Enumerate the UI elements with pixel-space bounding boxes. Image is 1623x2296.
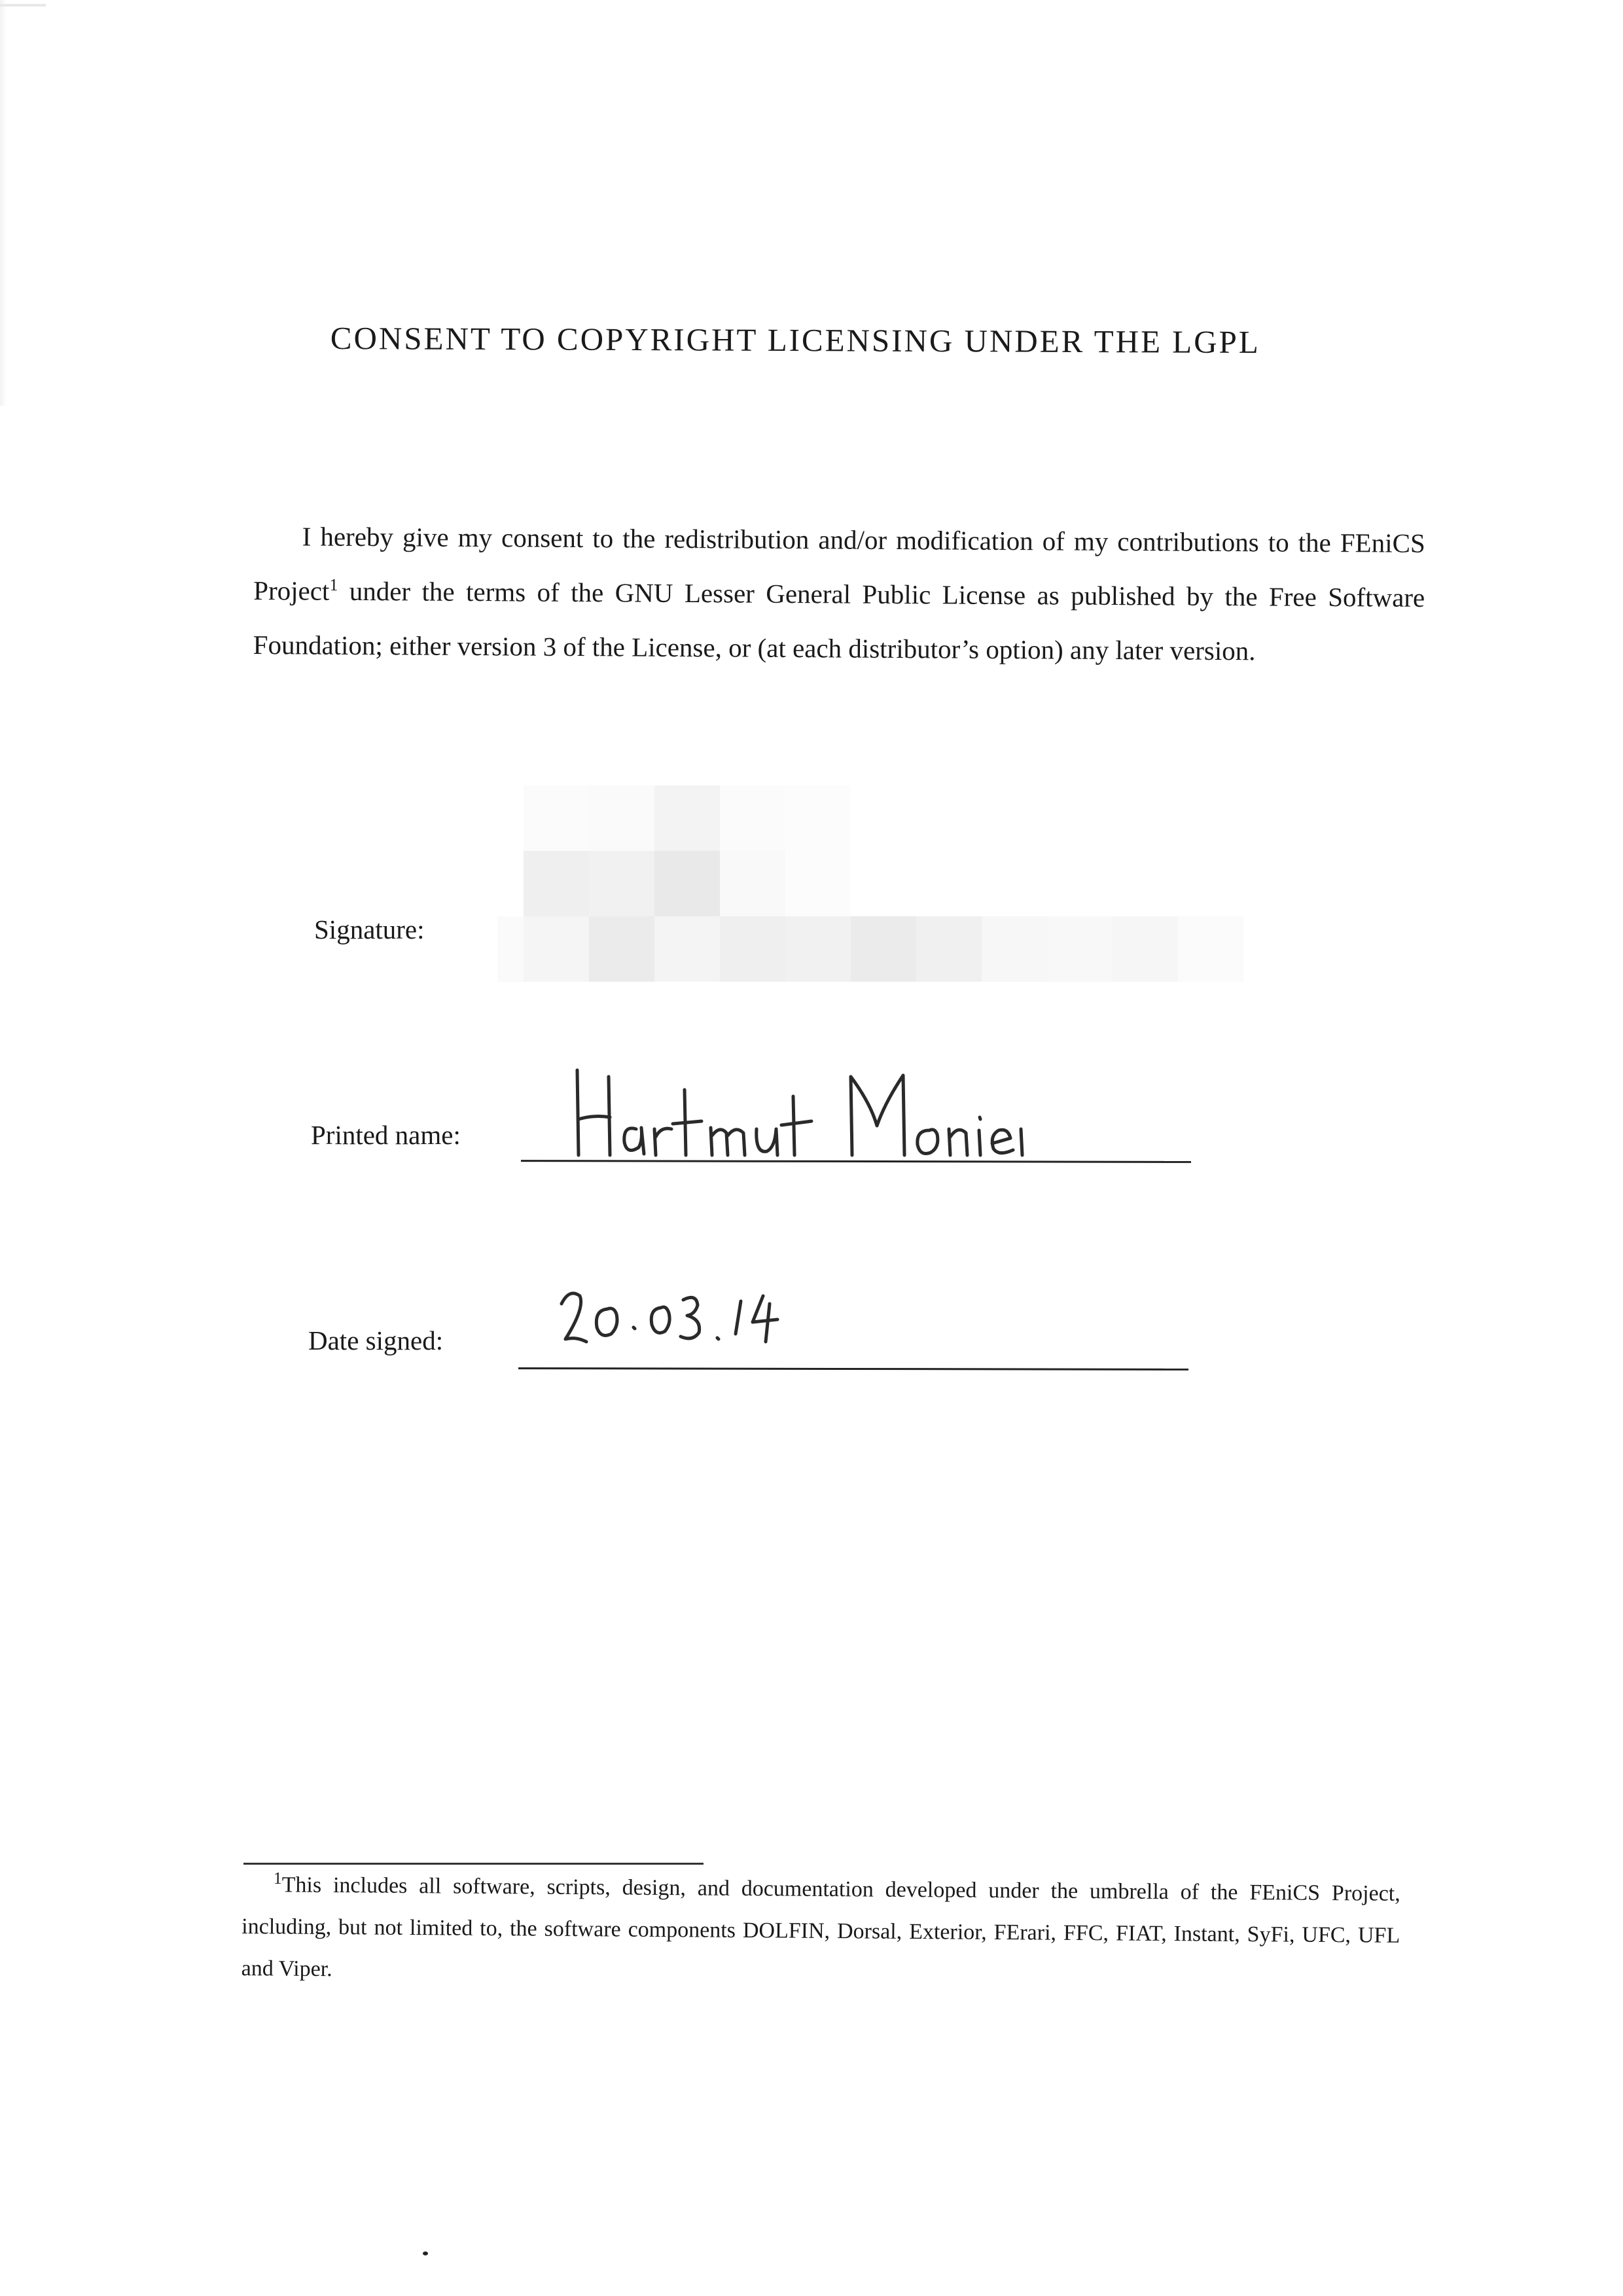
date-signed-label: Date signed: <box>308 1325 444 1355</box>
scan-corner-mark <box>0 4 46 7</box>
consent-paragraph <box>253 509 1425 679</box>
redaction-pixel <box>720 916 785 982</box>
consent-text-part1: I hereby give my consent to the redistribution and/or modification of my contributions to the FEniCS Project <box>253 521 1425 606</box>
redaction-pixel <box>982 916 1047 982</box>
date-signed-handwriting <box>556 1282 792 1354</box>
redaction-pixel <box>851 916 916 982</box>
printed-name-handwriting <box>563 1057 1034 1162</box>
redaction-pixel <box>1113 916 1178 982</box>
redaction-pixel <box>1047 916 1113 982</box>
date-signed-line <box>518 1367 1188 1371</box>
footnote <box>241 1864 1400 1999</box>
redaction-pixel <box>720 851 785 916</box>
footnote-reference: 1 <box>329 575 338 595</box>
footnote-mark: 1 <box>273 1869 282 1888</box>
redaction-pixel <box>654 851 720 916</box>
redaction-pixel <box>720 785 785 851</box>
footnote-text: This includes all software, scripts, design, and documentation developed under the umbrella of the FEniCS Project, including, but not limited to, the software components DOLFIN, Dorsal, Exterior, FErari, FFC, FIAT, Instant, SyFi, UFC, UFL and Viper. <box>241 1873 1400 1982</box>
printed-name-label: Printed name: <box>311 1120 461 1150</box>
signature-redacted-area <box>497 785 1250 988</box>
redaction-pixel <box>1178 916 1243 982</box>
redaction-pixel <box>654 785 720 851</box>
printed-name-line <box>521 1160 1191 1163</box>
redaction-pixel <box>785 916 851 982</box>
scan-speck <box>423 2251 428 2255</box>
consent-text-part2: under the terms of the GNU Lesser General Public License as published by the Free Software Foundation; either version 3 of the License, or (at each distributor’s option) any later version. <box>253 575 1425 666</box>
redaction-pixel <box>785 851 851 916</box>
redaction-pixel <box>785 785 851 851</box>
redaction-pixel <box>524 916 589 982</box>
redaction-pixel <box>589 851 654 916</box>
signature-label: Signature: <box>314 914 425 944</box>
document-title: CONSENT TO COPYRIGHT LICENSING UNDER THE LGPL <box>330 320 1260 361</box>
redaction-pixel <box>524 785 589 851</box>
redaction-pixel <box>524 851 589 916</box>
redaction-pixel <box>589 785 654 851</box>
redaction-pixel <box>589 916 654 982</box>
scan-edge-shadow <box>0 0 7 406</box>
redaction-pixel <box>654 916 720 982</box>
redaction-pixel <box>916 916 982 982</box>
